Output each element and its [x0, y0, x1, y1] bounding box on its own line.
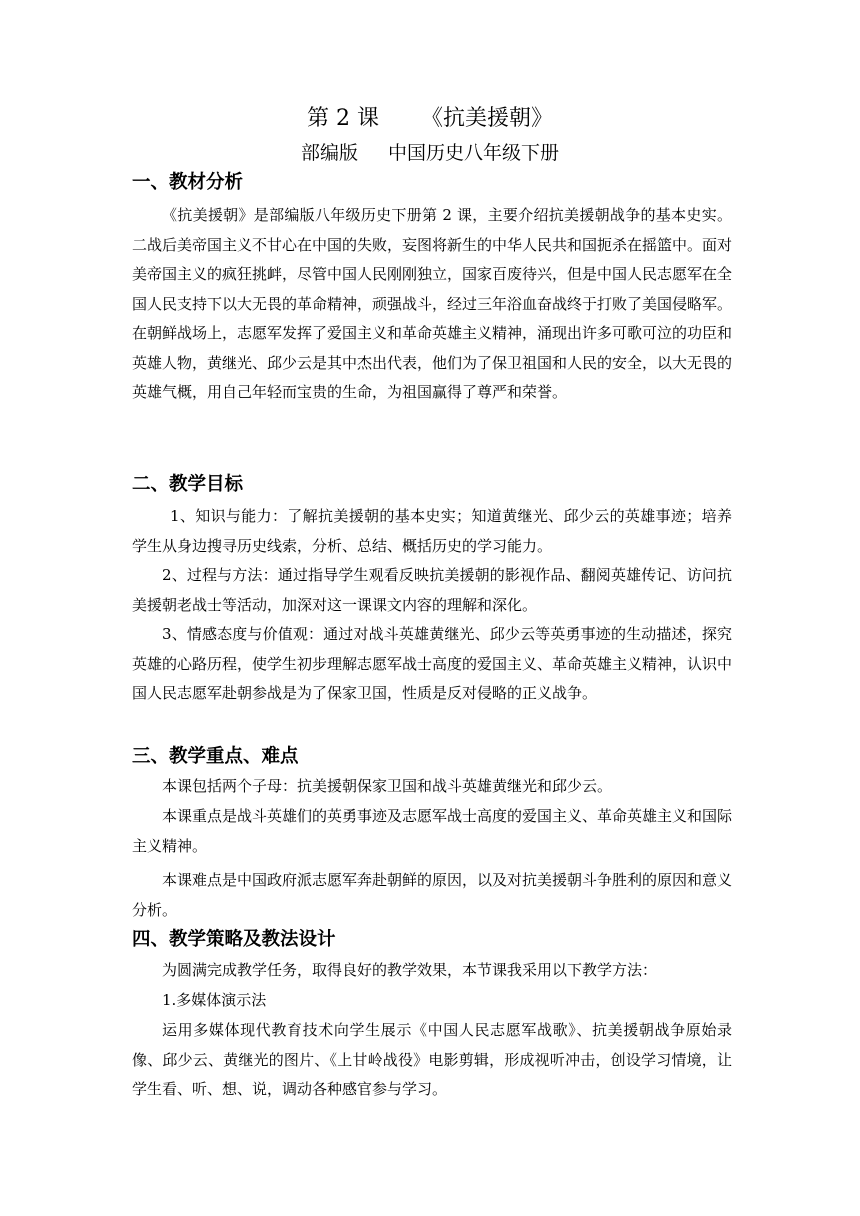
- section-heading-strategy: 四、教学策略及教法设计: [132, 929, 336, 950]
- edition-label: 部编版: [300, 142, 358, 164]
- lesson-subtitle: [0, 139, 860, 167]
- section-paragraph: 2、过程与方法：通过指导学生观看反映抗美援朝的影视作品、翻阅英雄传记、访问抗美援朝老战士等活动，加深对这一课课文内容的理解和深化。: [132, 566, 732, 614]
- lesson-title: [0, 104, 860, 134]
- lesson-number: 第 2 课: [307, 106, 379, 131]
- section-heading-analysis: 一、教材分析: [132, 172, 244, 193]
- section-paragraph: 运用多媒体现代教育技术向学生展示《中国人民志愿军战歌》、抗美援朝战争原始录像、邱少云、黄继光的图片、《上甘岭战役》电影剪辑，形成视听冲击，创设学习情境，让学生看、听、想、说，调动各种感官参与学习。: [132, 1021, 732, 1098]
- section-heading-keypoints: 三、教学重点、难点: [132, 746, 299, 767]
- section-paragraph: 1、知识与能力：了解抗美援朝的基本史实；知道黄继光、邱少云的英雄事迹；培养学生从身边搜寻历史线索，分析、总结、概括历史的学习能力。: [132, 507, 732, 555]
- lesson-name: 《抗美援朝》: [420, 106, 553, 131]
- section-paragraph: 《抗美援朝》是部编版八年级历史下册第 2 课，主要介绍抗美援朝战争的基本史实。二战后美帝国主义不甘心在中国的失败，妄图将新生的中华人民共和国扼杀在摇篮中。面对美帝国主义的疯狂挑衅，尽管中国人民刚刚独立，国家百废待兴，但是中国人民志愿军在全国人民支持下以大无畏的革命精神，顽强战斗，经过三年浴血奋战终于打败了美国侵略军。在朝鲜战场上，志愿军发挥了爱国主义和革命英雄主义精神，涌现出许多可歌可泣的功臣和英雄人物，黄继光、邱少云是其中杰出代表，他们为了保卫祖国和人民的安全，以大无畏的英雄气概，用自己年轻而宝贵的生命，为祖国赢得了尊严和荣誉。: [132, 206, 733, 401]
- section-heading-objectives: 二、教学目标: [132, 474, 244, 495]
- course-label: 中国历史八年级下册: [388, 142, 560, 164]
- section-paragraph: 1.多媒体演示法: [162, 991, 267, 1009]
- section-paragraph: 为圆满完成教学任务，取得良好的教学效果，本节课我采用以下教学方法：: [162, 961, 658, 979]
- section-paragraph: 3、情感态度与价值观：通过对战斗英雄黄继光、邱少云等英勇事迹的生动描述，探究英雄的心路历程，使学生初步理解志愿军战士高度的爱国主义、革命英雄主义精神，认识中国人民志愿军赴朝参战是为了保家卫国，性质是反对侵略的正义战争。: [132, 625, 733, 702]
- section-paragraph: 本课重点是战斗英雄们的英勇事迹及志愿军战士高度的爱国主义、革命英雄主义和国际主义精神。: [132, 807, 733, 855]
- section-paragraph: 本课包括两个子母：抗美援朝保家卫国和战斗英雄黄继光和邱少云。: [162, 777, 613, 795]
- section-paragraph: 本课难点是中国政府派志愿军奔赴朝鲜的原因，以及对抗美援朝斗争胜利的原因和意义分析。: [132, 871, 733, 919]
